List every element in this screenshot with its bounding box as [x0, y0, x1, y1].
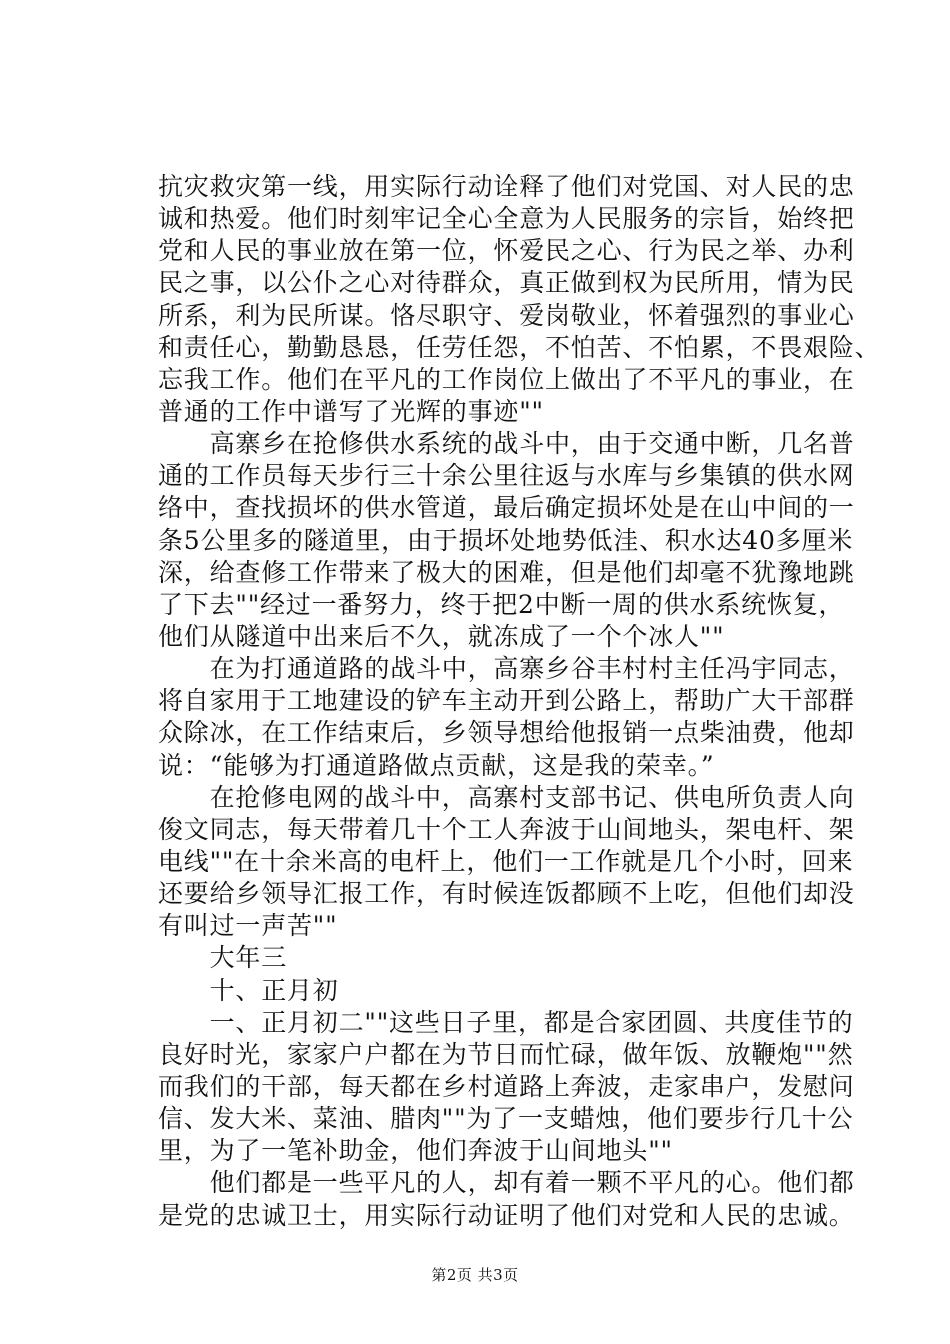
- text-line: 在抢修电网的战斗中，高寨村支部书记、供电所负责人向: [158, 782, 855, 812]
- text-line: 抗灾救灾第一线，用实际行动诠释了他们对党国、对人民的忠: [158, 172, 855, 201]
- text-line: 普通的工作中谱写了光辉的事迹"": [158, 396, 544, 426]
- text-line: 在为打通道路的战斗中，高寨乡谷丰村村主任冯宇同志，: [158, 654, 855, 684]
- text-line: 俊文同志，每天带着几十个工人奔波于山间地头，架电杆、架: [158, 814, 855, 844]
- text-line: 一、正月初二""这些日子里，都是合家团圆、共度佳节的: [158, 1007, 854, 1037]
- text-line: 大年三: [158, 943, 288, 973]
- text-line: 十、正月初: [158, 975, 339, 1005]
- text-line: 所系，利为民所谋。恪尽职守、爱岗敬业，怀着强烈的事业心: [158, 300, 855, 330]
- text-line: 忘我工作。他们在平凡的工作岗位上做出了不平凡的事业，在: [158, 364, 855, 394]
- text-line: 通的工作员每天步行三十余公里往返与水库与乡集镇的供水网: [158, 461, 855, 491]
- text-line: 众除冰，在工作结束后，乡领导想给他报销一点柴油费，他却: [158, 718, 855, 748]
- text-line: 深，给查修工作带来了极大的困难，但是他们却毫不犹豫地跳: [158, 557, 855, 587]
- page-footer: [0, 1265, 950, 1285]
- text-line: 高寨乡在抢修供水系统的战斗中，由于交通中断，几名普: [158, 429, 855, 459]
- text-line: 还要给乡领导汇报工作，有时候连饭都顾不上吃，但他们却没: [158, 879, 855, 909]
- text-line: 电线""在十余米高的电杆上，他们一工作就是几个小时，回来: [158, 846, 854, 876]
- text-line: 信、发大米、菜油、腊肉""为了一支蜡烛，他们要步行几十公: [158, 1104, 854, 1134]
- text-line: 他们都是一些平凡的人，却有着一颗不平凡的心。他们都: [158, 1168, 855, 1198]
- text-line: 民之事，以公仆之心对待群众，真正做到权为民所用，情为民: [158, 268, 855, 298]
- text-line: 党和人民的事业放在第一位，怀爱民之心、行为民之举、办利: [158, 236, 855, 266]
- document-body: [158, 171, 881, 1232]
- text-line: 诚和热爱。他们时刻牢记全心全意为人民服务的宗旨，始终把: [158, 204, 855, 234]
- text-line: 将自家用于工地建设的铲车主动开到公路上，帮助广大干部群: [158, 686, 855, 716]
- text-line: 条5公里多的隧道里，由于损坏处地势低洼、积水达40多厘米: [158, 525, 854, 555]
- text-line: 有叫过一声苦"": [158, 911, 338, 941]
- text-line: 是党的忠诚卫士，用实际行动证明了他们对党和人民的忠诚。: [158, 1200, 855, 1230]
- text-line: 他们从隧道中出来后不久，就冻成了一个个冰人"": [158, 621, 725, 651]
- text-line: 和责任心，勤勤恳恳，任劳任怨，不怕苦、不怕累，不畏艰险、: [158, 332, 881, 362]
- text-line: 络中，查找损坏的供水管道，最后确定损坏处是在山中间的一: [158, 493, 855, 523]
- text-line: 而我们的干部，每天都在乡村道路上奔波，走家串户，发慰问: [158, 1071, 855, 1101]
- text-line: 说：“能够为打通道路做点贡献，这是我的荣幸。”: [158, 750, 715, 780]
- page-number: 第2页 共3页: [431, 1266, 519, 1284]
- text-line: 了下去""经过一番努力，终于把2中断一周的供水系统恢复，: [158, 589, 845, 619]
- text-line: 里，为了一笔补助金，他们奔波于山间地头"": [158, 1136, 673, 1166]
- text-line: 良好时光，家家户户都在为节日而忙碌，做年饭、放鞭炮""然: [158, 1039, 854, 1069]
